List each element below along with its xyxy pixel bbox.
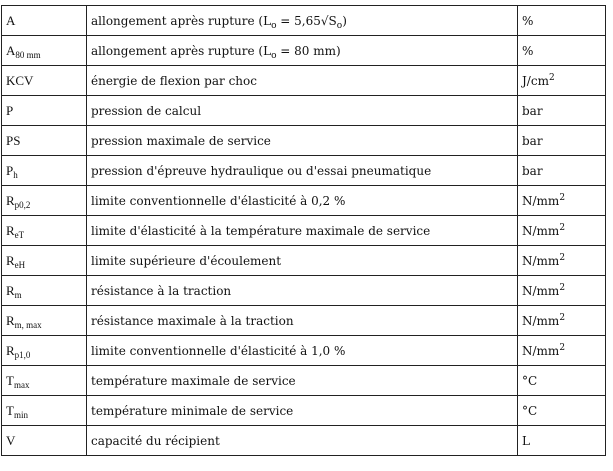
unit-cell xyxy=(518,216,606,246)
symbol-cell xyxy=(2,126,87,156)
unit-cell xyxy=(518,336,606,366)
symbol-cell xyxy=(2,6,87,36)
symbol-cell xyxy=(2,36,87,66)
description-cell xyxy=(87,246,518,276)
description-cell xyxy=(87,426,518,456)
symbol-cell xyxy=(2,246,87,276)
unit-cell xyxy=(518,66,606,96)
symbol-cell xyxy=(2,306,87,336)
symbol-subscript: m xyxy=(14,289,22,300)
description-cell xyxy=(87,126,518,156)
unit-cell xyxy=(518,306,606,336)
description-text-mid: = 5,65√S xyxy=(276,13,337,28)
table-row xyxy=(2,36,606,66)
description-text: pression d'épreuve hydraulique ou d'essai pneumatique xyxy=(91,163,432,178)
table-row xyxy=(2,186,606,216)
unit-cell xyxy=(518,366,606,396)
table-row xyxy=(2,336,606,366)
unit-text: bar xyxy=(522,163,543,178)
symbol-text: T xyxy=(6,402,14,418)
description-text: limite conventionnelle d'élasticité à 0,2 % xyxy=(91,193,346,208)
description-cell xyxy=(87,186,518,216)
symbol-cell xyxy=(2,186,87,216)
unit-cell xyxy=(518,396,606,426)
table-row xyxy=(2,276,606,306)
unit-cell xyxy=(518,156,606,186)
unit-superscript: 2 xyxy=(559,252,566,263)
unit-cell xyxy=(518,36,606,66)
table-row xyxy=(2,156,606,186)
description-text: résistance à la traction xyxy=(91,283,232,298)
symbol-subscript: p1,0 xyxy=(14,349,31,360)
description-cell xyxy=(87,96,518,126)
unit-superscript: 2 xyxy=(559,312,566,323)
symbol-subscript: m, max xyxy=(14,319,42,330)
unit-text: % xyxy=(522,13,534,28)
description-cell xyxy=(87,216,518,246)
description-cell xyxy=(87,6,518,36)
description-cell xyxy=(87,156,518,186)
table-row xyxy=(2,246,606,276)
unit-text: N/mm xyxy=(522,253,560,268)
symbol-text: P xyxy=(6,162,14,178)
unit-superscript: 2 xyxy=(559,282,566,293)
unit-text: % xyxy=(522,43,534,58)
symbol-text: T xyxy=(6,372,14,388)
symbol-subscript: p0,2 xyxy=(14,199,31,210)
description-cell xyxy=(87,306,518,336)
symbol-subscript: 80 mm xyxy=(15,49,41,60)
unit-text: J/cm xyxy=(522,73,549,88)
symbols-table xyxy=(1,5,606,456)
description-cell xyxy=(87,276,518,306)
symbol-subscript: h xyxy=(13,169,18,180)
symbol-text: R xyxy=(6,312,15,328)
symbol-text: A xyxy=(6,42,16,58)
unit-superscript: 2 xyxy=(559,222,566,233)
symbol-cell xyxy=(2,96,87,126)
unit-cell xyxy=(518,426,606,456)
symbol-cell xyxy=(2,66,87,96)
unit-cell xyxy=(518,96,606,126)
symbol-subscript: max xyxy=(13,379,30,390)
description-text: capacité du récipient xyxy=(91,433,220,448)
description-subscript-2: o xyxy=(336,20,343,31)
table-row xyxy=(2,366,606,396)
description-text: pression de calcul xyxy=(91,103,202,118)
table-row xyxy=(2,66,606,96)
unit-text: N/mm xyxy=(522,343,560,358)
description-cell xyxy=(87,66,518,96)
symbol-text: R xyxy=(6,282,15,298)
unit-text: N/mm xyxy=(522,313,560,328)
unit-text: bar xyxy=(522,103,543,118)
symbol-cell xyxy=(2,396,87,426)
unit-cell xyxy=(518,246,606,276)
symbol-subscript: eH xyxy=(14,259,26,270)
description-text-end: ) xyxy=(342,13,347,28)
symbol-cell xyxy=(2,426,87,456)
description-cell xyxy=(87,336,518,366)
description-text-mid: = 80 mm) xyxy=(276,43,341,58)
unit-cell xyxy=(518,126,606,156)
description-cell xyxy=(87,36,518,66)
unit-text: °C xyxy=(522,403,538,418)
unit-superscript: 2 xyxy=(559,192,566,203)
table-row xyxy=(2,306,606,336)
description-text: résistance maximale à la traction xyxy=(91,313,294,328)
symbol-cell xyxy=(2,276,87,306)
unit-text: N/mm xyxy=(522,223,560,238)
unit-text: N/mm xyxy=(522,283,560,298)
symbol-subscript: min xyxy=(13,409,28,420)
symbol-cell xyxy=(2,216,87,246)
description-cell xyxy=(87,396,518,426)
symbol-text: V xyxy=(6,432,16,448)
description-cell xyxy=(87,366,518,396)
description-text: température minimale de service xyxy=(91,403,294,418)
symbol-text: A xyxy=(6,12,16,28)
description-text: allongement après rupture (L xyxy=(91,43,272,58)
symbols-table-body xyxy=(2,6,606,456)
table-row xyxy=(2,216,606,246)
symbol-text: R xyxy=(6,252,15,268)
table-row xyxy=(2,96,606,126)
unit-text: L xyxy=(522,433,530,448)
unit-cell xyxy=(518,276,606,306)
table-row xyxy=(2,126,606,156)
description-text: énergie de flexion par choc xyxy=(91,73,257,88)
symbol-text: R xyxy=(6,192,15,208)
description-subscript: o xyxy=(271,50,277,61)
symbol-text: R xyxy=(6,222,15,238)
description-text: température maximale de service xyxy=(91,373,296,388)
symbol-cell xyxy=(2,156,87,186)
symbol-cell xyxy=(2,366,87,396)
table-row xyxy=(2,426,606,456)
unit-cell xyxy=(518,6,606,36)
unit-cell xyxy=(518,186,606,216)
description-text: allongement après rupture (L xyxy=(91,13,272,28)
unit-superscript: 2 xyxy=(559,342,566,353)
symbol-subscript: eT xyxy=(14,229,25,240)
symbol-text: P xyxy=(6,102,14,118)
unit-superscript: 2 xyxy=(548,72,555,83)
unit-text: °C xyxy=(522,373,538,388)
table-row xyxy=(2,6,606,36)
unit-text: N/mm xyxy=(522,193,560,208)
description-text: limite d'élasticité à la température maximale de service xyxy=(91,223,431,238)
unit-text: bar xyxy=(522,133,543,148)
symbol-text: PS xyxy=(6,132,21,148)
description-subscript: o xyxy=(271,20,277,31)
symbol-cell xyxy=(2,336,87,366)
description-text: pression maximale de service xyxy=(91,133,271,148)
symbol-text: R xyxy=(6,342,15,358)
description-text: limite conventionnelle d'élasticité à 1,0 % xyxy=(91,343,346,358)
description-text: limite supérieure d'écoulement xyxy=(91,253,282,268)
symbol-text: KCV xyxy=(6,72,34,88)
table-row xyxy=(2,396,606,426)
